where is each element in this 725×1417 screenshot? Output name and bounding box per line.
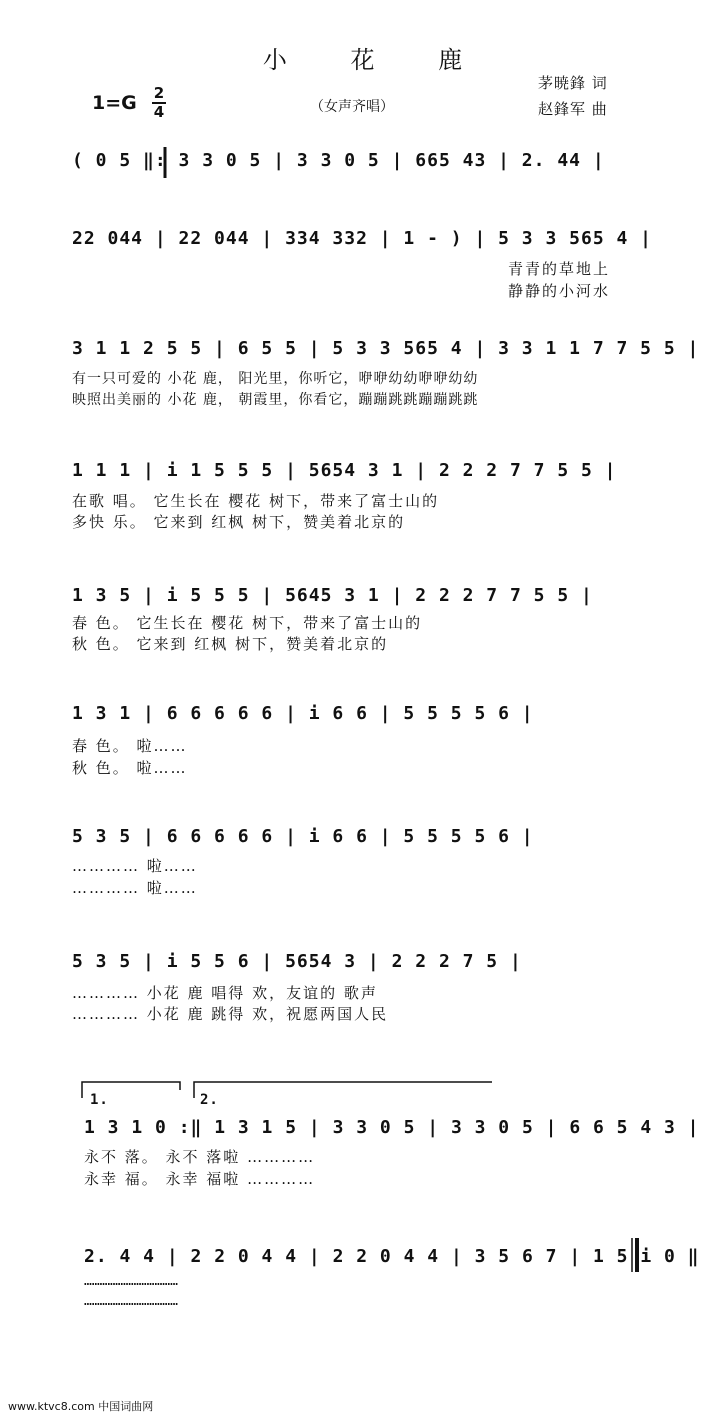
lyric-row-4-verse-2: 多快 乐。 它来到 红枫 树下，赞美着北京的 xyxy=(72,513,406,531)
site-footer: www.ktvc8.com 中国词曲网 xyxy=(8,1400,154,1413)
score-row-1: ( 0 5 ‖: 3 3 0 5 | 3 3 0 5 | 665 43 | 2. 44 | xyxy=(72,150,605,171)
lyric-row-6-verse-2: 秋 色。 啦…… xyxy=(72,759,188,777)
lyric-row-8-verse-2: ………… 小花 鹿 跳得 欢，祝愿两国人民 xyxy=(72,1005,389,1023)
lyric-row-2-verse-2: 静静的小河水 xyxy=(508,282,611,300)
lyric-row-2-verse-1: 青青的草地上 xyxy=(508,260,611,278)
composer-credit: 赵鋒军 曲 xyxy=(538,100,608,118)
lyric-row-7-verse-2: ………… 啦…… xyxy=(72,879,198,897)
lyric-row-5-verse-2: 秋 色。 它来到 红枫 树下，赞美着北京的 xyxy=(72,635,389,653)
time-signature-bottom: 4 xyxy=(153,103,165,121)
score-row-4: 1 1 1 | i 1 5 5 5 | 5654 3 1 | 2 2 2 7 7 5 5 | xyxy=(72,460,617,481)
score-row-3: 3 1 1 2 5 5 | 6 5 5 | 5 3 3 565 4 | 3 3 1 1 7 7 5 5 | xyxy=(72,338,700,359)
score-row-5: 1 3 5 | i 5 5 5 | 5645 3 1 | 2 2 2 7 7 5 5 | xyxy=(72,585,593,606)
lyric-row-9-verse-2: 永幸 福。 永幸 福啦 ………… xyxy=(84,1170,316,1188)
volta-2-label: 2. xyxy=(200,1092,219,1108)
score-row-6: 1 3 1 | 6 6 6 6 6 | i 6 6 | 5 5 5 5 6 | xyxy=(72,703,534,724)
lyric-row-6-verse-1: 春 色。 啦…… xyxy=(72,737,188,755)
lyric-row-10-verse-1: ……………………………… xyxy=(84,1274,178,1289)
score-row-8: 5 3 5 | i 5 5 6 | 5654 3 | 2 2 2 7 5 | xyxy=(72,951,522,972)
lyric-row-7-verse-1: ………… 啦…… xyxy=(72,857,198,875)
score-row-9: 1 3 1 0 :‖ 1 3 1 5 | 3 3 0 5 | 3 3 0 5 | 6 6 5 4 3 | xyxy=(84,1117,700,1138)
score-row-10: 2. 4 4 | 2 2 0 4 4 | 2 2 0 4 4 | 3 5 6 7 | 1 5 i 0 ‖ xyxy=(84,1246,700,1267)
lyric-row-3-verse-2: 映照出美丽的 小花 鹿， 朝霞里，你看它，蹦蹦跳跳蹦蹦跳跳 xyxy=(72,392,479,408)
lyric-row-5-verse-1: 春 色。 它生长在 樱花 树下，带来了富士山的 xyxy=(72,614,423,632)
key-signature: 1=G xyxy=(92,92,137,114)
score-row-2: 22 044 | 22 044 | 334 332 | 1 - ) | 5 3 3 565 4 | xyxy=(72,228,653,249)
lyric-row-3-verse-1: 有一只可爱的 小花 鹿， 阳光里，你听它，咿咿幼幼咿咿幼幼 xyxy=(72,371,479,387)
time-signature-top: 2 xyxy=(153,84,165,102)
lyric-row-10-verse-2: ……………………………… xyxy=(84,1294,178,1309)
lyric-row-8-verse-1: ………… 小花 鹿 唱得 欢，友谊的 歌声 xyxy=(72,984,378,1002)
performance-note: （女声齐唱） xyxy=(310,99,394,115)
score-row-7: 5 3 5 | 6 6 6 6 6 | i 6 6 | 5 5 5 5 6 | xyxy=(72,826,534,847)
lyricist-credit: 茅暁鋒 词 xyxy=(538,74,608,92)
page-title: 小 花 鹿 xyxy=(262,46,491,74)
volta-1-label: 1. xyxy=(90,1092,109,1108)
lyric-row-9-verse-1: 永不 落。 永不 落啦 ………… xyxy=(84,1148,316,1166)
lyric-row-4-verse-1: 在歌 唱。 它生长在 樱花 树下，带来了富士山的 xyxy=(72,492,440,510)
